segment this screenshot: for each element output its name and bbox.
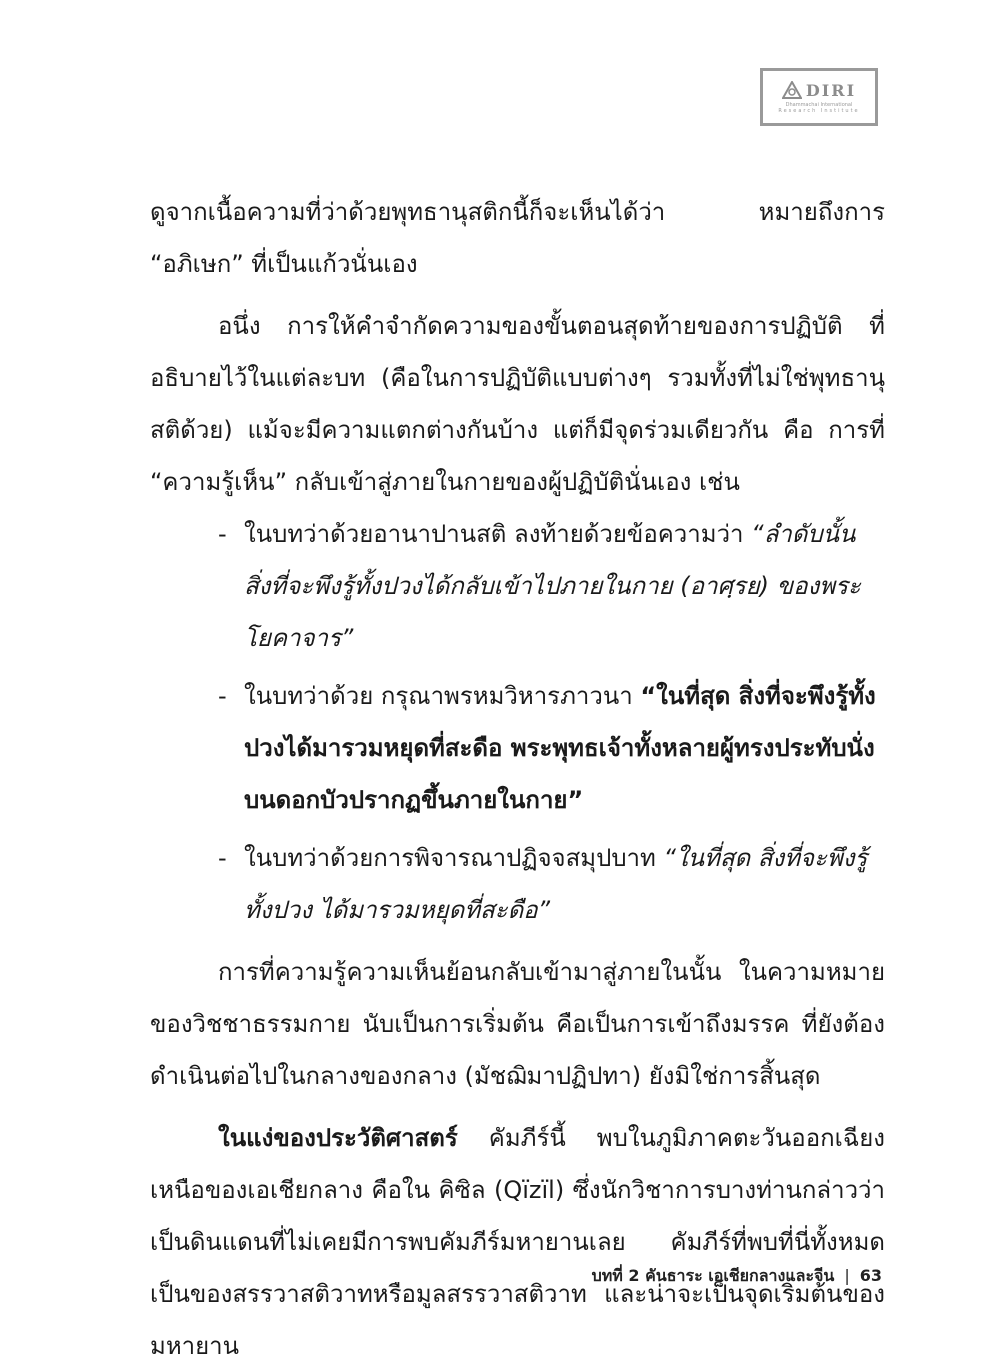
- bullet-2-text: ในบทว่าด้วย กรุณาพรหมวิหารภาวนา: [244, 682, 641, 710]
- bullet-dash: -: [218, 844, 227, 872]
- diri-logo: [760, 68, 878, 126]
- logo-mark: [782, 81, 856, 100]
- bullet-1-text: ในบทว่าด้วยอานาปานสติ ลงท้ายด้วยข้อความว่า: [244, 520, 752, 548]
- bullet-dash: -: [218, 520, 227, 548]
- paragraph-3: การที่ความรู้ความเห็นย้อนกลับเข้ามาสู่ภายในนั้น ในความหมายของวิชชาธรรมกาย นับเป็นการเริ่มต้น คือเป็นการเข้าถึงมรรค ที่ยังต้องดำเนินต่อไปในกลางของกลาง (มัชฌิมาปฏิปทา) ยังมิใช่การสิ้นสุด: [150, 958, 885, 1090]
- paragraph-4-text: คัมภีร์นี้ พบในภูมิภาคตะวันออกเฉียงเหนือของเอเชียกลาง คือใน คิซิล (Qïzïl) ซึ่งนักวิชาการบางท่านกล่าวว่าเป็นดินแดนที่ไม่เคยมีการพบคัมภีร์มหายานเลย คัมภีร์ที่พบที่นี่ทั้งหมดเป็นของสรรวาสติวาทหรือมูลสรรวาสติวาท และน่าจะเป็นจุดเริ่มต้นของมหายาน: [150, 1124, 885, 1360]
- page-footer: [572, 1264, 882, 1289]
- paragraph-2: อนึ่ง การให้คำจำกัดความของขั้นตอนสุดท้ายของการปฏิบัติ ที่อธิบายไว้ในแต่ละบท (คือในการปฏิบัติแบบต่างๆ รวมทั้งที่ไม่ใช่พุทธานุสติด้วย) แม้จะมีความแตกต่างกันบ้าง แต่ก็มีจุดร่วมเดียวกัน คือ การที่ “ความรู้เห็น” กลับเข้าสู่ภายในกายของผู้ปฏิบัตินั่นเอง เช่น: [150, 312, 885, 496]
- logo-text: DIRI: [805, 80, 857, 100]
- logo-subtitle-1: Dhammachai International: [785, 101, 853, 108]
- chapter-title: บทที่ 2 คันธาระ เอเชียกลางและจีน: [591, 1266, 835, 1285]
- bullet-item-3: [150, 832, 885, 936]
- footer-separator: |: [844, 1266, 850, 1285]
- paragraph-4-heading: ในแง่ของประวัติศาสตร์: [218, 1124, 458, 1152]
- bullet-item-2: [150, 670, 885, 826]
- bullet-3-text: ในบทว่าด้วยการพิจารณาปฏิจจสมุปบาท: [244, 844, 664, 872]
- bullet-1-quote: “ลำดับนั้น สิ่งที่จะพึงรู้ทั้งปวงได้กลับเข้าไปภายในกาย (อาศฺรย) ของพระโยคาจาร”: [244, 520, 861, 652]
- page-body: [150, 186, 885, 1372]
- bullet-2-quote: “ในที่สุด สิ่งที่จะพึงรู้ทั้งปวงได้มารวมหยุดที่สะดือ พระพุทธเจ้าทั้งหลายผู้ทรงประทับนั่งบนดอกบัวปรากฏขึ้นภายในกาย”: [244, 682, 876, 814]
- page-number: 63: [859, 1266, 882, 1285]
- bullet-dash: -: [218, 682, 227, 710]
- paragraph-4: [150, 1112, 885, 1372]
- logo-subtitle-2: Research Institute: [778, 107, 860, 114]
- bullet-item-1: [150, 508, 885, 664]
- triangle-emblem-icon: [782, 81, 802, 99]
- paragraph-1: ดูจากเนื้อความที่ว่าด้วยพุทธานุสติกนี้ก็จะเห็นได้ว่า หมายถึงการ “อภิเษก” ที่เป็นแก้วนั่นเอง: [150, 198, 885, 278]
- bullet-3-quote: “ในที่สุด สิ่งที่จะพึงรู้ทั้งปวง ได้มารวมหยุดที่สะดือ”: [244, 844, 868, 924]
